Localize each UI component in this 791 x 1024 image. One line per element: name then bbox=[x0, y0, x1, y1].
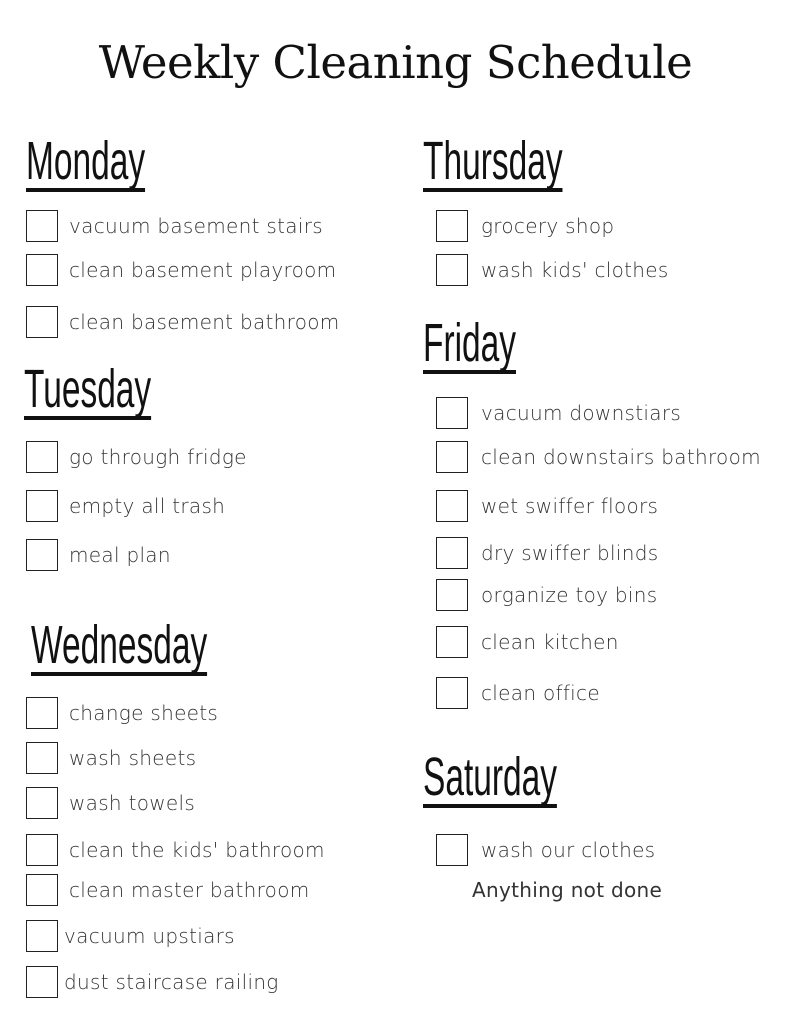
page-title: Weekly Cleaning Schedule bbox=[98, 36, 693, 89]
task-checkbox[interactable] bbox=[26, 490, 58, 522]
day-heading-tuesday: Tuesday bbox=[24, 359, 152, 419]
task-checkbox[interactable] bbox=[26, 254, 58, 286]
task-checkbox[interactable] bbox=[436, 490, 468, 522]
task-label: wash sheets bbox=[69, 746, 197, 770]
task-item[interactable] bbox=[26, 696, 218, 730]
task-checkbox[interactable] bbox=[26, 441, 58, 473]
task-item[interactable] bbox=[436, 396, 681, 430]
task-checkbox[interactable] bbox=[436, 834, 468, 866]
day-heading-friday: Friday bbox=[423, 313, 517, 373]
task-label: wash towels bbox=[69, 791, 196, 815]
task-item[interactable] bbox=[436, 536, 658, 570]
task-item[interactable] bbox=[26, 786, 195, 820]
task-item[interactable] bbox=[436, 676, 600, 710]
task-item[interactable] bbox=[436, 253, 669, 287]
task-item[interactable] bbox=[26, 919, 235, 953]
task-label: empty all trash bbox=[69, 494, 226, 518]
day-heading-thursday: Thursday bbox=[423, 131, 563, 191]
task-label: meal plan bbox=[69, 543, 171, 567]
task-label: clean basement bathroom bbox=[69, 310, 340, 334]
task-label: change sheets bbox=[69, 701, 219, 725]
task-label: clean kitchen bbox=[481, 630, 619, 654]
task-checkbox[interactable] bbox=[26, 742, 58, 774]
task-label: wash our clothes bbox=[481, 838, 656, 862]
task-checkbox[interactable] bbox=[436, 254, 468, 286]
task-checkbox[interactable] bbox=[436, 626, 468, 658]
task-checkbox[interactable] bbox=[436, 677, 468, 709]
task-label: clean the kids' bathroom bbox=[69, 838, 325, 862]
task-checkbox[interactable] bbox=[26, 920, 58, 952]
saturday-note: Anything not done bbox=[472, 878, 663, 902]
task-checkbox[interactable] bbox=[436, 537, 468, 569]
task-checkbox[interactable] bbox=[26, 697, 58, 729]
task-item[interactable] bbox=[436, 489, 658, 523]
task-item[interactable] bbox=[436, 209, 614, 243]
task-checkbox[interactable] bbox=[26, 874, 58, 906]
task-checkbox[interactable] bbox=[26, 966, 58, 998]
day-heading-saturday: Saturday bbox=[423, 747, 558, 807]
task-checkbox[interactable] bbox=[26, 539, 58, 571]
task-label: wet swiffer floors bbox=[481, 494, 659, 518]
task-checkbox[interactable] bbox=[436, 397, 468, 429]
task-item[interactable] bbox=[26, 440, 247, 474]
task-checkbox[interactable] bbox=[26, 306, 58, 338]
task-item[interactable] bbox=[26, 538, 171, 572]
task-item[interactable] bbox=[436, 833, 655, 867]
task-label: go through fridge bbox=[69, 445, 247, 469]
task-label: clean master bathroom bbox=[69, 878, 310, 902]
day-heading-monday: Monday bbox=[26, 131, 146, 191]
task-label: wash kids' clothes bbox=[481, 258, 669, 282]
task-checkbox[interactable] bbox=[436, 579, 468, 611]
task-label: dry swiffer blinds bbox=[481, 541, 659, 565]
task-item[interactable] bbox=[26, 873, 310, 907]
task-checkbox[interactable] bbox=[26, 834, 58, 866]
task-label: grocery shop bbox=[481, 214, 615, 238]
task-item[interactable] bbox=[26, 209, 323, 243]
day-heading-wednesday: Wednesday bbox=[31, 615, 208, 675]
task-item[interactable] bbox=[436, 440, 761, 474]
task-label: vacuum upstiars bbox=[64, 924, 235, 948]
task-item[interactable] bbox=[26, 741, 196, 775]
task-label: vacuum basement stairs bbox=[69, 214, 323, 238]
task-label: clean office bbox=[481, 681, 600, 705]
task-label: clean downstairs bathroom bbox=[481, 445, 761, 469]
task-label: clean basement playroom bbox=[69, 258, 337, 282]
task-item[interactable] bbox=[26, 965, 279, 999]
task-checkbox[interactable] bbox=[26, 210, 58, 242]
task-checkbox[interactable] bbox=[436, 441, 468, 473]
task-checkbox[interactable] bbox=[26, 787, 58, 819]
task-item[interactable] bbox=[26, 305, 340, 339]
task-item[interactable] bbox=[26, 833, 325, 867]
task-item[interactable] bbox=[436, 578, 657, 612]
task-item[interactable] bbox=[26, 489, 225, 523]
task-item[interactable] bbox=[436, 625, 619, 659]
task-item[interactable] bbox=[26, 253, 336, 287]
task-label: vacuum downstiars bbox=[481, 401, 682, 425]
task-label: organize toy bins bbox=[481, 583, 658, 607]
task-label: dust staircase railing bbox=[64, 970, 279, 994]
task-checkbox[interactable] bbox=[436, 210, 468, 242]
